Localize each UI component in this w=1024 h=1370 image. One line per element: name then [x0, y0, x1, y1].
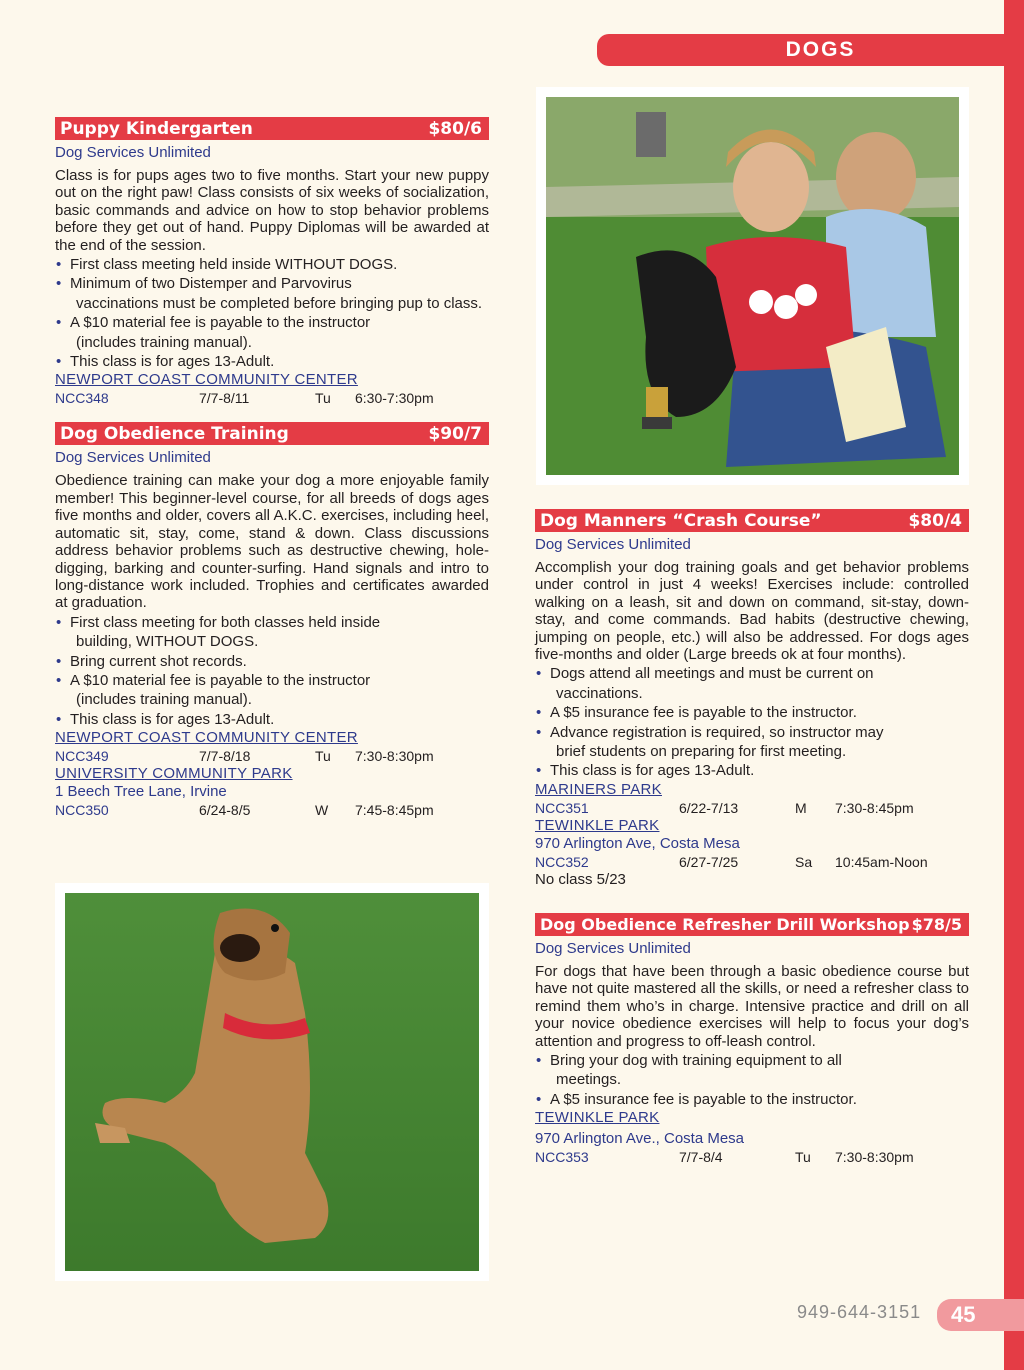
course-dates: 6/27-7/25 [679, 853, 739, 870]
course-code: NCC349 [55, 748, 109, 765]
class-title: Dog Obedience Training [60, 423, 289, 444]
course-time: 10:45am-Noon [835, 853, 928, 870]
course-time: 7:30-8:30pm [355, 748, 434, 765]
class-header [535, 913, 969, 936]
list-item: • A $10 material fee is payable to the instructor (includes training manual). [55, 313, 489, 352]
list-item: • This class is for ages 13-Adult. [55, 352, 489, 371]
class-header [55, 117, 489, 140]
class-title: Dog Manners “Crash Course” [540, 510, 822, 531]
schedule-row [535, 853, 969, 871]
course-day: W [315, 802, 329, 819]
schedule-row [535, 799, 969, 817]
class-title: Puppy Kindergarten [60, 118, 253, 139]
provider-name: Dog Services Unlimited [535, 939, 691, 957]
provider-name: Dog Services Unlimited [55, 144, 211, 161]
list-item: • First class meeting held inside WITHOUT DOGS. [55, 255, 489, 274]
class-price: $78/5 [911, 914, 962, 934]
location-link[interactable]: NEWPORT COAST COMMUNITY CENTER [55, 729, 358, 747]
course-day: Tu [315, 748, 331, 765]
list-item: • A $5 insurance fee is payable to the instructor. [535, 1090, 969, 1109]
course-code: NCC348 [55, 390, 109, 407]
class-description: For dogs that have been through a basic obedience course but have not quite mastered all the skills, or need a refresher class to remind them who’s in charge. Intensive practice and drill on all your novice obedience exercises will help to focus your dog’s attention and progress to off-leash control. [535, 962, 969, 1050]
dog-standing-image [65, 893, 479, 1271]
course-code: NCC350 [55, 802, 109, 819]
course-time: 6:30-7:30pm [355, 390, 434, 407]
footer-phone: 949-644-3151 [797, 1302, 922, 1322]
course-dates: 6/22-7/13 [679, 799, 739, 816]
page-edge-bar [1004, 0, 1024, 1370]
list-item: • This class is for ages 13-Adult. [535, 761, 969, 780]
course-day: Tu [315, 390, 331, 407]
provider-name: Dog Services Unlimited [55, 449, 211, 467]
location-address: 970 Arlington Ave., Costa Mesa [535, 1130, 745, 1148]
location-link[interactable]: MARINERS PARK [535, 780, 662, 798]
course-time: 7:30-8:45pm [835, 799, 914, 816]
girl-dog-image [546, 97, 959, 475]
list-item: • A $10 material fee is payable to the instructor (includes training manual). [55, 671, 489, 710]
class-notes-list [55, 255, 489, 371]
schedule-row [535, 1148, 969, 1166]
location-address: 1 Beech Tree Lane, Irvine [55, 783, 227, 801]
list-item: • Bring current shot records. [55, 652, 489, 671]
list-item: • A $5 insurance fee is payable to the instructor. [535, 703, 969, 722]
provider-name: Dog Services Unlimited [535, 536, 691, 553]
class-header [55, 422, 489, 445]
class-notes-list [535, 664, 969, 780]
class-description: Obedience training can make your dog a more enjoyable family member! This beginner-level course, for all breeds of dogs ages five months and older, covers all A.K.C. exercises, including heel, automatic sit, stay, come, stand & down. Class discussions address behavior problems such as destructive chewing, hole-digging, barking and counter-surfing. Hand signals and intro to long-distance work included. Trophies and certificates awarded at graduation. [55, 472, 489, 612]
class-header [535, 509, 969, 532]
location-link[interactable]: NEWPORT COAST COMMUNITY CENTER [55, 371, 358, 389]
list-item: • Dogs attend all meetings and must be current on vaccinations. [535, 664, 969, 703]
course-dates: 7/7-8/4 [679, 1149, 723, 1166]
section-header: DOGS [597, 34, 1004, 66]
schedule-row [55, 801, 489, 819]
course-time: 7:45-8:45pm [355, 802, 434, 819]
schedule-row [55, 389, 489, 407]
class-description: Accomplish your dog training goals and get behavior problems under control in just 4 weeks! Exercises include: controlled walking on a leash, sit and down on command, sit-stay, down-stay, and come commands. Bad habits (destructive chewing, jumping on people, etc.) will also be addressed. For dogs ages five-months and older (Large breeds ok at four months). [535, 559, 969, 664]
class-dog-manners [535, 509, 969, 889]
location-link[interactable]: TEWINKLE PARK [535, 1109, 660, 1127]
dog-photo [55, 883, 489, 1281]
location-address: 970 Arlington Ave, Costa Mesa [535, 834, 740, 852]
course-code: NCC352 [535, 853, 589, 870]
course-code: NCC353 [535, 1149, 589, 1166]
list-item: • Advance registration is required, so instructor may brief students on preparing for first meeting. [535, 723, 969, 762]
list-item: • This class is for ages 13-Adult. [55, 710, 489, 729]
class-dog-obedience-training [55, 422, 489, 819]
schedule-row [55, 747, 489, 765]
course-dates: 6/24-8/5 [199, 802, 251, 819]
location-link[interactable]: UNIVERSITY COMMUNITY PARK [55, 765, 293, 783]
course-time: 7:30-8:30pm [835, 1149, 914, 1166]
class-obedience-refresher [535, 913, 969, 1166]
page-number: 45 [937, 1299, 1024, 1331]
course-day: M [795, 799, 807, 816]
class-description: Class is for pups ages two to five months. Start your new puppy out on the right paw! Class consists of six weeks of socialization, basic commands and advice on how to stop behavior problems before they get out of hand. Puppy Diplomas will be awarded at the end of the session. [55, 167, 489, 254]
class-price: $80/4 [908, 510, 962, 531]
class-notes-list [55, 613, 489, 729]
class-note: No class 5/23 [535, 870, 626, 888]
left-column [55, 117, 489, 819]
list-item: • Bring your dog with training equipment to all meetings. [535, 1051, 969, 1090]
class-price: $80/6 [428, 118, 482, 139]
class-title: Dog Obedience Refresher Drill Workshop [540, 914, 910, 934]
course-dates: 7/7-8/11 [199, 390, 250, 407]
location-link[interactable]: TEWINKLE PARK [535, 816, 660, 834]
course-code: NCC351 [535, 799, 589, 816]
girl-with-dog-photo [536, 87, 969, 485]
list-item: • Minimum of two Distemper and Parvovirus vaccinations must be completed before bringing pup to class. [55, 274, 489, 313]
right-column [535, 509, 969, 1166]
course-day: Sa [795, 853, 813, 870]
course-dates: 7/7-8/18 [199, 748, 251, 765]
class-notes-list [535, 1051, 969, 1109]
course-day: Tu [795, 1149, 811, 1166]
list-item: • First class meeting for both classes held inside building, WITHOUT DOGS. [55, 613, 489, 652]
class-price: $90/7 [428, 423, 482, 444]
class-puppy-kindergarten [55, 117, 489, 407]
